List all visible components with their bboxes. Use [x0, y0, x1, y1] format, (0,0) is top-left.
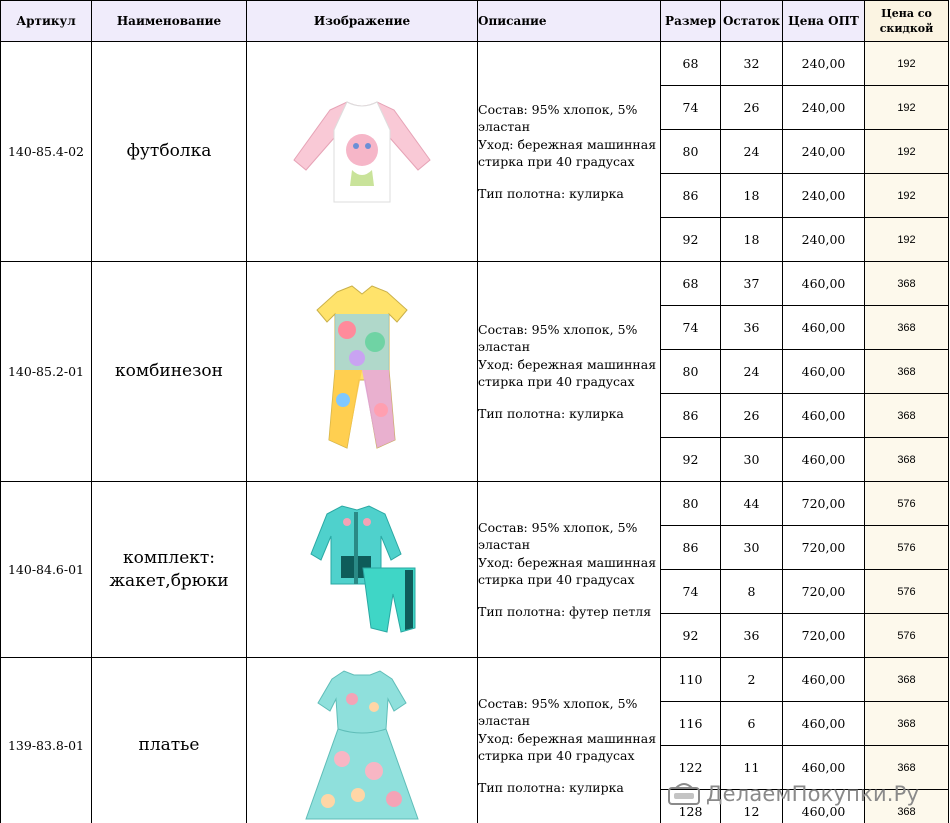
- size-cell: 80: [661, 350, 721, 394]
- product-name: футболка: [126, 141, 212, 161]
- article-cell: 139-83.8-01: [1, 658, 92, 823]
- size-cell: 74: [661, 86, 721, 130]
- description-cell: [478, 482, 661, 658]
- watermark-text: ДелаемПокупки.Ру: [706, 782, 920, 806]
- discount-cell: 368: [865, 702, 949, 746]
- product-name-cell: [92, 482, 247, 658]
- desc-care-2: стирка при 40 градусах: [478, 748, 635, 764]
- product-name-cell: [92, 262, 247, 482]
- stock-cell: 11: [721, 746, 783, 790]
- size-cell: 86: [661, 174, 721, 218]
- price-cell: 460,00: [783, 394, 865, 438]
- stock-cell: 18: [721, 174, 783, 218]
- stock-cell: 30: [721, 438, 783, 482]
- price-cell: 720,00: [783, 526, 865, 570]
- shopping-bag-icon: [668, 783, 700, 805]
- discount-cell: 368: [865, 394, 949, 438]
- header-discount-line2: скидкой: [879, 22, 934, 35]
- kids-longsleeve-shirt-icon: [282, 90, 442, 210]
- product-image-cell: [247, 262, 478, 482]
- price-cell: 460,00: [783, 658, 865, 702]
- header-description: Описание: [478, 1, 661, 42]
- desc-composition: Состав: 95% хлопок, 5%: [478, 695, 638, 711]
- discount-cell: 576: [865, 482, 949, 526]
- price-cell: 720,00: [783, 482, 865, 526]
- stock-cell: 24: [721, 350, 783, 394]
- product-image-cell: [247, 658, 478, 823]
- stock-cell: 36: [721, 306, 783, 350]
- price-cell: 460,00: [783, 702, 865, 746]
- stock-cell: 2: [721, 658, 783, 702]
- desc-composition: Состав: 95% хлопок, 5%: [478, 321, 638, 337]
- size-cell: 92: [661, 438, 721, 482]
- stock-cell: 36: [721, 614, 783, 658]
- table-row: [1, 42, 949, 86]
- header-size: Размер: [661, 1, 721, 42]
- stock-cell: 18: [721, 218, 783, 262]
- product-name-line2: жакет,брюки: [109, 570, 229, 591]
- discount-cell: 368: [865, 658, 949, 702]
- size-cell: 86: [661, 394, 721, 438]
- size-cell: 68: [661, 262, 721, 306]
- table-row: [1, 658, 949, 702]
- discount-cell: 368: [865, 350, 949, 394]
- stock-cell: 24: [721, 130, 783, 174]
- size-cell: 92: [661, 218, 721, 262]
- description-cell: [478, 42, 661, 262]
- size-cell: 86: [661, 526, 721, 570]
- size-cell: 80: [661, 130, 721, 174]
- discount-cell: 192: [865, 218, 949, 262]
- article-cell: 140-85.2-01: [1, 262, 92, 482]
- product-image-cell: [247, 42, 478, 262]
- product-name: платье: [138, 735, 200, 755]
- header-article: Артикул: [1, 1, 92, 42]
- discount-cell: 368: [865, 262, 949, 306]
- desc-care: Уход: бережная машинная: [478, 136, 657, 152]
- price-cell: 460,00: [783, 306, 865, 350]
- article-cell: 140-84.6-01: [1, 482, 92, 658]
- description-cell: [478, 658, 661, 823]
- stock-cell: 26: [721, 394, 783, 438]
- header-discount-price: [865, 1, 949, 42]
- stock-cell: 32: [721, 42, 783, 86]
- article-cell: 140-85.4-02: [1, 42, 92, 262]
- description-cell: [478, 262, 661, 482]
- header-discount-line1: Цена со: [881, 7, 932, 20]
- discount-cell: 192: [865, 42, 949, 86]
- discount-cell: 192: [865, 174, 949, 218]
- desc-care: Уход: бережная машинная: [478, 730, 657, 746]
- desc-composition: Состав: 95% хлопок, 5%: [478, 101, 638, 117]
- desc-composition-2: эластан: [478, 713, 531, 729]
- size-cell: 122: [661, 746, 721, 790]
- discount-cell: 576: [865, 526, 949, 570]
- size-cell: 128: [661, 790, 721, 823]
- kids-dress-icon: [282, 659, 442, 823]
- desc-care: Уход: бережная машинная: [478, 356, 657, 372]
- price-cell: 460,00: [783, 746, 865, 790]
- desc-fabric: Тип полотна: кулирка: [478, 405, 624, 421]
- product-image-cell: [247, 482, 478, 658]
- size-cell: 68: [661, 42, 721, 86]
- kids-jacket-pants-set-icon: [297, 498, 427, 638]
- desc-care-2: стирка при 40 градусах: [478, 572, 635, 588]
- price-cell: 460,00: [783, 438, 865, 482]
- discount-cell: 368: [865, 306, 949, 350]
- table-row: [1, 482, 949, 526]
- header-stock: Остаток: [721, 1, 783, 42]
- header-price: Цена ОПТ: [783, 1, 865, 42]
- discount-cell: 576: [865, 614, 949, 658]
- desc-fabric: Тип полотна: кулирка: [478, 779, 624, 795]
- desc-care-2: стирка при 40 градусах: [478, 374, 635, 390]
- price-cell: 460,00: [783, 350, 865, 394]
- discount-cell: 368: [865, 746, 949, 790]
- price-cell: 240,00: [783, 86, 865, 130]
- size-cell: 110: [661, 658, 721, 702]
- discount-cell: 576: [865, 570, 949, 614]
- size-cell: 116: [661, 702, 721, 746]
- desc-care: Уход: бережная машинная: [478, 554, 657, 570]
- discount-cell: 368: [865, 438, 949, 482]
- price-cell: 460,00: [783, 262, 865, 306]
- desc-care-2: стирка при 40 градусах: [478, 154, 635, 170]
- table-row: [1, 262, 949, 306]
- price-cell: 720,00: [783, 570, 865, 614]
- discount-cell: 192: [865, 130, 949, 174]
- discount-cell: 368: [865, 790, 949, 823]
- price-cell: 720,00: [783, 614, 865, 658]
- desc-composition: Состав: 95% хлопок, 5%: [478, 519, 638, 535]
- stock-cell: 6: [721, 702, 783, 746]
- header-row: [1, 1, 949, 42]
- desc-composition-2: эластан: [478, 537, 531, 553]
- desc-composition-2: эластан: [478, 119, 531, 135]
- product-name-cell: [92, 658, 247, 823]
- product-name: комбинезон: [115, 361, 223, 381]
- kids-jumpsuit-icon: [307, 280, 417, 460]
- price-cell: 240,00: [783, 130, 865, 174]
- desc-fabric: Тип полотна: футер петля: [478, 603, 652, 619]
- stock-cell: 8: [721, 570, 783, 614]
- discount-cell: 192: [865, 86, 949, 130]
- stock-cell: 30: [721, 526, 783, 570]
- size-cell: 80: [661, 482, 721, 526]
- stock-cell: 12: [721, 790, 783, 823]
- watermark: [668, 780, 919, 808]
- size-cell: 92: [661, 614, 721, 658]
- price-cell: 240,00: [783, 174, 865, 218]
- desc-composition-2: эластан: [478, 339, 531, 355]
- desc-fabric: Тип полотна: кулирка: [478, 185, 624, 201]
- header-name: Наименование: [92, 1, 247, 42]
- stock-cell: 44: [721, 482, 783, 526]
- stock-cell: 37: [721, 262, 783, 306]
- header-image: Изображение: [247, 1, 478, 42]
- product-name-cell: [92, 42, 247, 262]
- price-cell: 240,00: [783, 218, 865, 262]
- size-cell: 74: [661, 570, 721, 614]
- stock-cell: 26: [721, 86, 783, 130]
- size-cell: 74: [661, 306, 721, 350]
- price-cell: 240,00: [783, 42, 865, 86]
- product-name: комплект:: [122, 547, 216, 568]
- price-cell: 460,00: [783, 790, 865, 823]
